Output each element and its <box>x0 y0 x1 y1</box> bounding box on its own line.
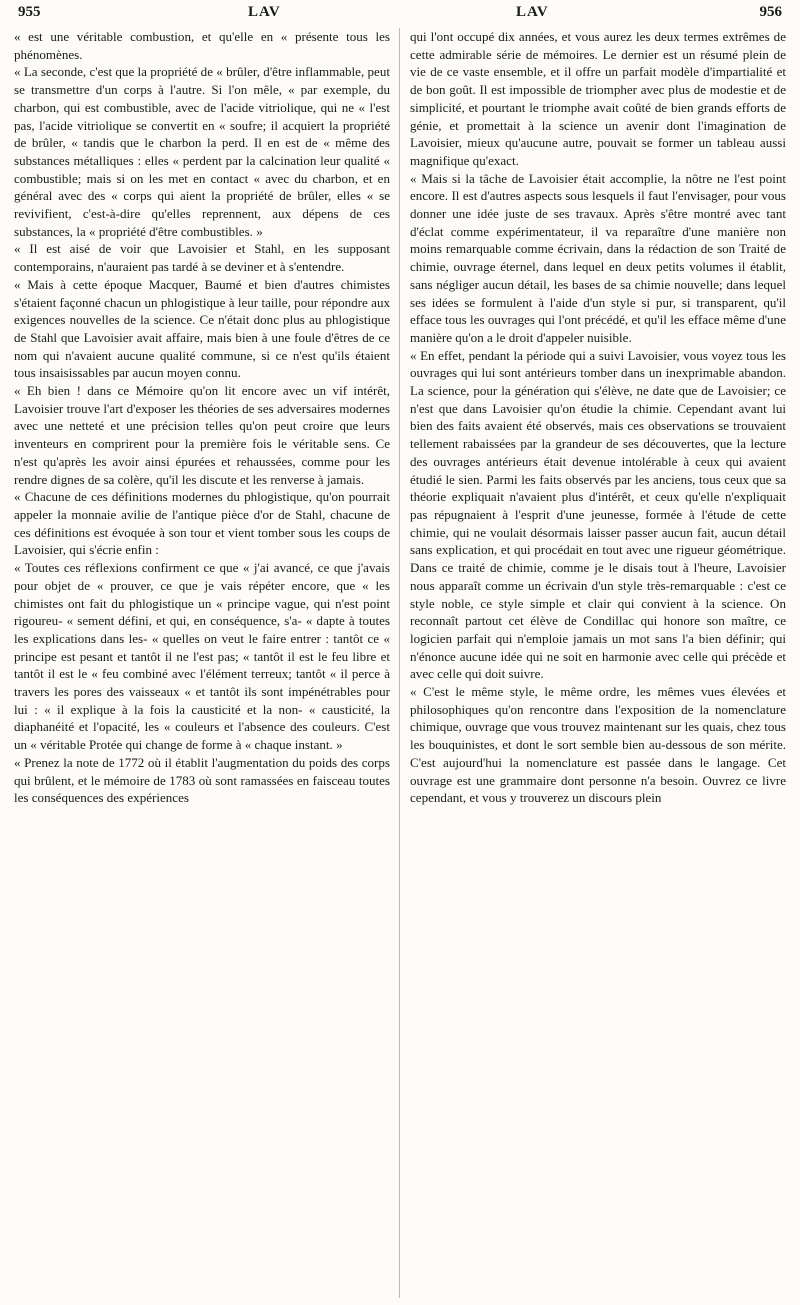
paragraph: « Chacune de ces définitions modernes du phlogistique, qu'on pourrait appeler la monnaie avilie de l'antique pièce d'or de Stahl, chacune de ces définitions est évoquée à son tour et vient tomber sous les coups de Lavoisier, qui s'écrie enfin : <box>14 489 390 558</box>
paragraph: « Eh bien ! dans ce Mémoire qu'on lit encore avec un vif intérêt, Lavoisier trouve l'art d'exposer les théories de ses adversaires modernes avec une netteté et une précision telles qu'on peut croire que leurs inventeurs en comprirent pour la première fois le véritable sens. Ce n'est qu'après les avoir ainsi épurées et rehaussées, comme pour les rendre dignes de sa colère, qu'il les discute et les renverse à jamais. <box>14 383 390 487</box>
running-title-left: LAV <box>248 4 281 20</box>
left-column <box>14 28 390 1298</box>
column-divider <box>399 28 400 1298</box>
paragraph: « est une véritable combustion, et qu'elle en « présente tous les phénomènes. <box>14 29 390 62</box>
paragraph: « Mais si la tâche de Lavoisier était accomplie, la nôtre ne l'est point encore. Il est d'autres aspects sous lesquels il faut l'envisager, pour vous donner une idée juste de ses travaux. Après s'être montré avec tant d'éclat comme expérimentateur, il va reparaître d'une manière non moins remarquable comme écrivain, dans la rédaction de son Traité de chimie, ouvrage éternel, dans lequel en deux petits volumes il établit, sans négliger aucun détail, les bases de sa chimie nouvelle; dans lequel ses idées se formulent à l'aide d'un style si pur, si transparent, qu'il efface tous les ouvrages qui l'ont précédé, et qu'il les efface même d'une manière qu'on a le droit d'appeler nuisible. <box>410 170 786 345</box>
page-number-right: 956 <box>759 4 782 20</box>
paragraph: « Il est aisé de voir que Lavoisier et Stahl, en les supposant contemporains, n'auraient pas tardé à se deviner et à s'entendre. <box>14 241 390 275</box>
paragraph: « La seconde, c'est que la propriété de « brûler, d'être inflammable, peut se transmettre d'un corps à l'autre. Si l'on mêle, « par exemple, du charbon, qui est combustible, avec de l'acide vitriolique, qui ne « l'est pas, l'acide vitriolique se convertit en « soufre; il acquiert la propriété de brûler, « tandis que le charbon la perd. Il en est de « même des substances métalliques : elles « perdent par la calcination leur qualité « combustible; mais si on les met en contact « avec du charbon, et en général avec des « corps qui aient la propriété de brûler, elles « se revivifient, c'est-à-dire qu'elles reprennent, aux dépens de ces substances, la « propriété d'être combustibles. » <box>14 64 390 239</box>
paragraph: « En effet, pendant la période qui a suivi Lavoisier, vous voyez tous les ouvrages qui lui sont antérieurs tomber dans un inexprimable abandon. La science, pour la génération qui s'élève, ne date que de Lavoisier; ce n'est que dans Lavoisier qu'on étudie la chimie. Cependant avant lui bien des faits avaient été observés, mais ces observations se trouvaient tellement rabaissées par la grandeur de ses découvertes, que la lecture des ouvrages antérieurs était devenue intolérable à ceux qui avaient étudié le sien. Parmi les faits observés par les anciens, tous ceux que sa théorie expliquait n'avaient plus d'intérêt, et ceux qu'elle n'expliquait pas répugnaient à l'esprit d'une jeunesse, formée à l'étude de cette chimie, qui ne voulait désormais laisser passer aucun fait, aucun détail sans explication, et qui procédait en tout avec une rigueur géométrique. Dans ce traité de chimie, comme je le disais tout à l'heure, Lavoisier nous apparaît comme un écrivain d'un style très-remarquable : c'est ce style noble, ce style simple et clair qui convient à la science. On reconnaît partout cet élève de Condillac qui honore son maître, ce logicien parfait qui n'emploie jamais un mot sans l'a bien définir; qui n'énonce aucune idée qui ne soit en harmonie avec celle qui précède et avec celle qui doit suivre. <box>410 347 786 682</box>
right-column <box>410 28 786 1298</box>
paragraph: « Mais à cette époque Macquer, Baumé et bien d'autres chimistes s'étaient façonné chacun un phlogistique à leur taille, pour répondre aux exigences nouvelles de la science. Ce n'était donc plus au phlogistique de Stahl que Lavoisier avait affaire, mais bien à une foule d'êtres de ce nom qui n'avaient aucune qualité commune, si ce n'est qu'ils étaient tous insaisissables par aucun moyen connu. <box>14 276 390 381</box>
paragraph: « C'est le même style, le même ordre, les mêmes vues élevées et philosophiques qu'on rencontre dans l'exposition de la nomenclature chimique, ouvrage que vous trouvez maintenant sur les quais, chez tous les bouquinistes, et dont le sort semble bien au-dessous de son mérite. C'est aujourd'hui la nomenclature est passée dans le langage. Cet ouvrage est une grammaire dont personne n'a besoin. Ouvrez ce livre cependant, et vous y trouverez un discours plein <box>410 684 786 806</box>
paragraph: « Toutes ces réflexions confirment ce que « j'ai avancé, ce que j'avais pour objet de « prouver, ce que je vais répéter encore, que « les chimistes ont fait du phlogistique un « principe vague, qui n'est point rigoureu- « sement défini, et qui, en conséquence, s'a- « dapte à toutes les explications dans les- « quelles on veut le faire entrer : tantôt ce « principe est pesant et tantôt il ne l'est pas; « tantôt il est le feu libre et tantôt il est le « feu combiné avec l'élément terreux; tantôt « il perce à travers les pores des vaisseaux « et tantôt ils sont impénétrables pour lui : « il explique à la fois la causticité et la non- « causticité, la diaphanéité et l'opacité, les « couleurs et l'absence des couleurs. C'est un « véritable Protée qui change de forme à « chaque instant. » <box>14 560 390 753</box>
page-number-left: 955 <box>18 4 41 20</box>
paragraph: qui l'ont occupé dix années, et vous aurez les deux termes extrêmes de cette admirable série de mémoires. Le dernier est un résumé plein de vie de ce vaste ensemble, et il offre un parfait modèle d'impartialité et de bon goût. Il est impossible de triompher avec plus de modestie et de simplicité, et pourtant le triomphe avait coûté de bien grands efforts de génie, et promettait à la science un avenir dont l'imagination de Lavoisier, mieux qu'aucune autre, pouvait se former un tableau aussi magnifique qu'exact. <box>410 29 786 168</box>
running-title-right: LAV <box>516 4 549 20</box>
paragraph: « Prenez la note de 1772 où il établit l'augmentation du poids des corps qui brûlent, et le mémoire de 1783 où sont ramassées en faisceau toutes les conséquences des expériences <box>14 754 390 806</box>
